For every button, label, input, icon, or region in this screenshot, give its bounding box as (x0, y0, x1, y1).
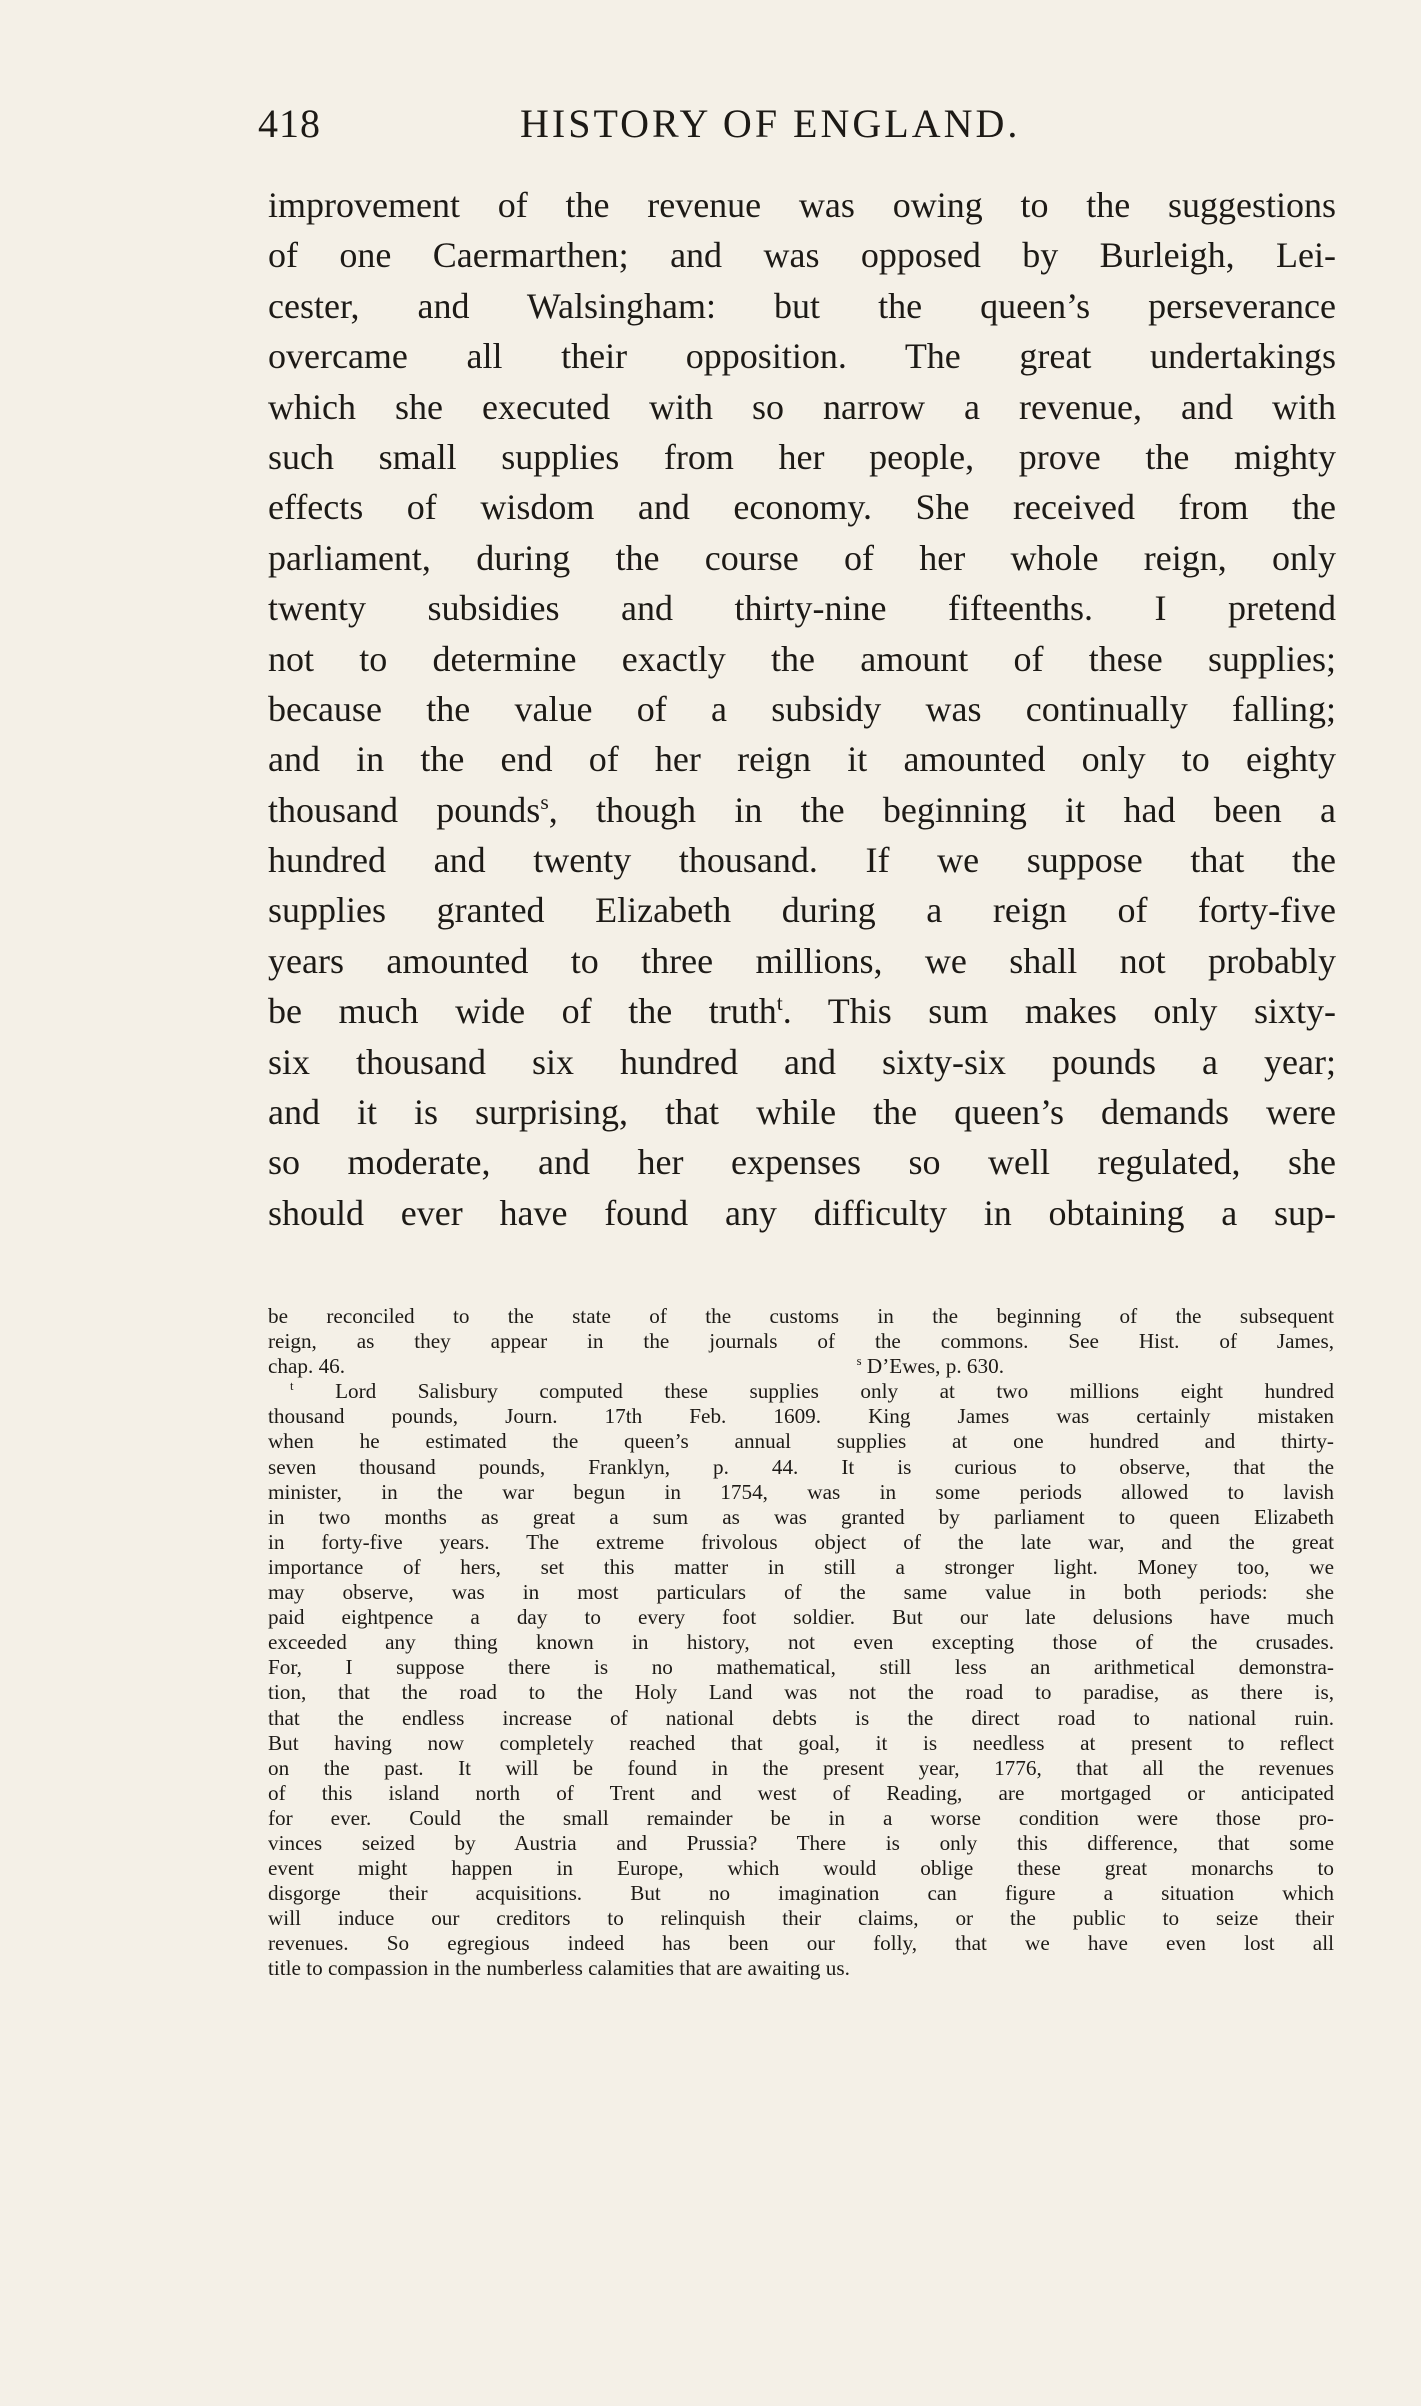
text-line: improvement of the revenue was owing to the suggestions (268, 185, 1336, 225)
text-line: which she executed with so narrow a revenue, and with (268, 386, 1336, 427)
running-title: HISTORY OF ENGLAND. (520, 101, 1021, 146)
footnote-line: paid eightpence a day to every foot soldier. But our late delusions have much (268, 1605, 1334, 1630)
footnote-line: on the past. It will be found in the present year, 1776, that all the revenues (268, 1755, 1334, 1780)
footnote-line: in forty-five years. The extreme frivolous object of the late war, and the great (268, 1529, 1334, 1554)
footnote-line: importance of hers, set this matter in still a stronger light. Money too, we (268, 1554, 1334, 1579)
text-line: not to determine exactly the amount of these supplies; (268, 638, 1336, 679)
footnote-line: minister, in the war begun in 1754, was in some periods allowed to lavish (268, 1479, 1334, 1504)
text-line: should ever have found any difficulty in obtaining a sup- (268, 1192, 1336, 1233)
page-header (258, 100, 1418, 160)
text-line: parliament, during the course of her whole reign, only (268, 537, 1336, 578)
text-fragment: , though in the beginning it had been a (548, 789, 1337, 830)
text-line: supplies granted Elizabeth during a reign of forty-five (268, 890, 1336, 931)
text-line: so moderate, and her expenses so well regulated, she (268, 1142, 1336, 1183)
footnote-line: event might happen in Europe, which would oblige these great monarchs to (268, 1856, 1334, 1881)
footnote-label-t: t (290, 1379, 294, 1394)
footnote-line: be reconciled to the state of the customs in the beginning of the subsequent (268, 1304, 1334, 1328)
text-line: of one Caermarthen; and was opposed by Burleigh, Lei- (268, 235, 1336, 276)
footnote-line: vinces seized by Austria and Prussia? There is only this difference, that some (268, 1830, 1334, 1855)
footnote-line: of this island north of Trent and west of Reading, are mortgaged or anticipated (268, 1780, 1334, 1805)
footnote-label-s: s (856, 1354, 862, 1369)
text-line: six thousand six hundred and sixty-six pounds a year; (268, 1041, 1336, 1082)
footnote-line: tion, that the road to the Holy Land was not the road to paradise, as there is, (268, 1680, 1334, 1705)
footnote-s-text: D’Ewes, p. 630. (866, 1354, 1004, 1379)
footnote-line: revenues. So egregious indeed has been our folly, that we have even lost all (268, 1931, 1334, 1956)
footnote-line: that the endless increase of national debts is the direct road to national ruin. (268, 1705, 1334, 1730)
text-line: and in the end of her reign it amounted only to eighty (268, 739, 1336, 780)
footnote-t-first-line (268, 1379, 1334, 1404)
footnote-line-split (268, 1354, 1334, 1379)
footnote-line: may observe, was in most particulars of the same value in both periods: she (268, 1580, 1334, 1605)
footnote-line: disgorge their acquisitions. But no imagination can figure a situation which (268, 1881, 1334, 1906)
page-number: 418 (258, 101, 321, 146)
footnotes (268, 1304, 1334, 1982)
text-line: effects of wisdom and economy. She received from the (268, 487, 1336, 528)
footnote-marker-s: s (540, 789, 549, 814)
text-line: cester, and Walsingham: but the queen’s perseverance (268, 285, 1336, 326)
footnote-line: For, I suppose there is no mathematical, still less an arithmetical demonstra- (268, 1655, 1334, 1680)
chapter-reference: chap. 46. (268, 1354, 346, 1379)
text-line: and it is surprising, that while the queen’s demands were (268, 1092, 1336, 1133)
text-line: such small supplies from her people, prove the mighty (268, 436, 1336, 477)
footnote-line: reign, as they appear in the journals of the commons. See Hist. of James, (268, 1329, 1334, 1354)
footnote-line: But having now completely reached that goal, it is needless at present to reflect (268, 1730, 1334, 1755)
footnote-t-text: Lord Salisbury computed these supplies only at two millions eight hundred (335, 1379, 1335, 1404)
footnote-line: seven thousand pounds, Franklyn, p. 44. It is curious to observe, that the (268, 1454, 1334, 1479)
text-line: years amounted to three millions, we shall not probably (268, 940, 1336, 981)
text-line-with-note-mark (268, 785, 1336, 835)
footnote-s (857, 1354, 1004, 1379)
footnote-line: in two months as great a sum as was granted by parliament to queen Elizabeth (268, 1504, 1334, 1529)
footnote-line: title to compassion in the numberless calamities that are awaiting us. (268, 1956, 850, 1981)
footnote-line: will induce our creditors to relinquish their claims, or the public to seize their (268, 1906, 1334, 1931)
main-text (268, 180, 1336, 1238)
text-line: because the value of a subsidy was continually falling; (268, 688, 1336, 729)
footnote-line: for ever. Could the small remainder be in a worse condition were those pro- (268, 1805, 1334, 1830)
text-line-with-note-mark (268, 986, 1336, 1036)
text-fragment: be much wide of the truth (268, 991, 777, 1032)
text-line: hundred and twenty thousand. If we suppose that the (268, 840, 1336, 881)
text-fragment: thousand pounds (268, 789, 541, 830)
footnote-line: exceeded any thing known in history, not even excepting those of the crusades. (268, 1630, 1334, 1655)
text-line: overcame all their opposition. The great undertakings (268, 336, 1336, 377)
footnote-line: thousand pounds, Journ. 17th Feb. 1609. King James was certainly mistaken (268, 1404, 1334, 1429)
text-line: twenty subsidies and thirty-nine fifteenths. I pretend (268, 588, 1336, 629)
footnote-line: when he estimated the queen’s annual supplies at one hundred and thirty- (268, 1429, 1334, 1454)
text-fragment: . This sum makes only sixty- (782, 991, 1336, 1032)
footnote-marker-t: t (776, 991, 783, 1016)
